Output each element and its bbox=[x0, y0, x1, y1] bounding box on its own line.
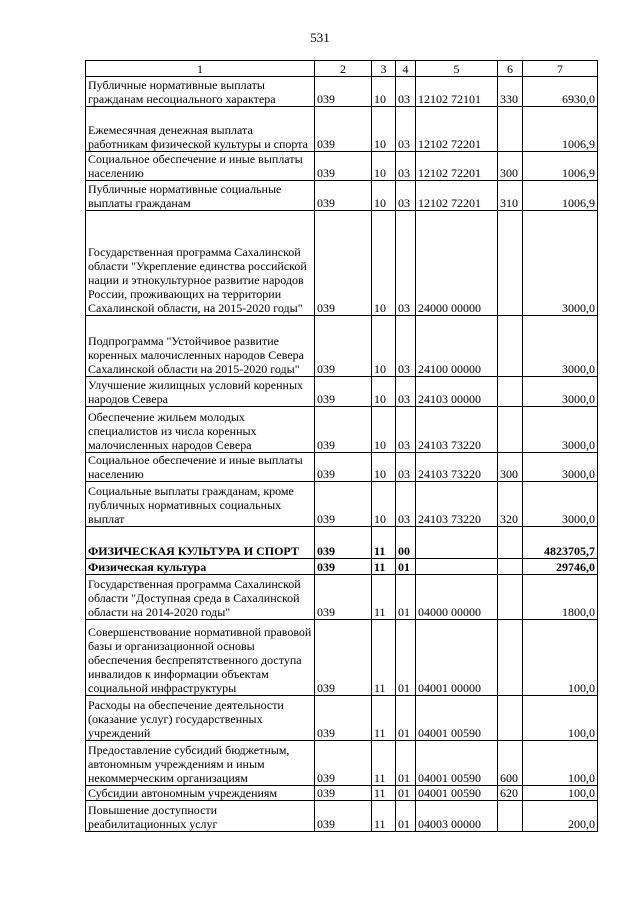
row-amount-cell: 200,0 bbox=[523, 801, 598, 832]
row-section-cell: 11 bbox=[372, 801, 396, 832]
row-expense-type-cell bbox=[498, 575, 523, 620]
row-ministry-cell: 039 bbox=[315, 77, 372, 107]
row-amount-cell: 3000,0 bbox=[523, 482, 598, 527]
row-subsection-cell: 03 bbox=[396, 77, 416, 107]
row-section-cell: 11 bbox=[372, 741, 396, 786]
row-ministry-cell: 039 bbox=[315, 527, 372, 559]
table-row bbox=[86, 801, 598, 832]
row-amount-cell: 1006,9 bbox=[523, 152, 598, 181]
row-section-cell: 10 bbox=[372, 211, 396, 316]
row-amount-cell: 1800,0 bbox=[523, 575, 598, 620]
row-expense-type-cell: 330 bbox=[498, 77, 523, 107]
row-subsection-cell: 03 bbox=[396, 377, 416, 407]
row-expense-type-cell bbox=[498, 801, 523, 832]
table-row bbox=[86, 152, 598, 181]
table-row bbox=[86, 211, 598, 316]
row-amount-cell: 3000,0 bbox=[523, 453, 598, 482]
row-ministry-cell: 039 bbox=[315, 316, 372, 377]
row-section-cell: 11 bbox=[372, 696, 396, 741]
row-section-cell: 11 bbox=[372, 575, 396, 620]
row-ministry-cell: 039 bbox=[315, 801, 372, 832]
row-subsection-cell: 03 bbox=[396, 482, 416, 527]
header-col-1: 1 bbox=[86, 61, 315, 77]
row-ministry-cell: 039 bbox=[315, 377, 372, 407]
table-row bbox=[86, 575, 598, 620]
row-name-cell: Социальное обеспечение и иные выплаты населению bbox=[86, 453, 315, 482]
row-section-cell: 10 bbox=[372, 181, 396, 211]
row-expense-type-cell bbox=[498, 377, 523, 407]
row-name-cell: Публичные нормативные выплаты гражданам несоциального характера bbox=[86, 77, 315, 107]
row-subsection-cell: 03 bbox=[396, 152, 416, 181]
row-expense-type-cell bbox=[498, 620, 523, 696]
row-expense-type-cell bbox=[498, 559, 523, 575]
row-expense-type-cell bbox=[498, 211, 523, 316]
row-target-article-cell: 04001 00590 bbox=[416, 786, 498, 801]
row-expense-type-cell bbox=[498, 407, 523, 453]
header-row bbox=[86, 61, 598, 77]
row-expense-type-cell: 300 bbox=[498, 152, 523, 181]
row-ministry-cell: 039 bbox=[315, 107, 372, 152]
table-row bbox=[86, 620, 598, 696]
row-section-cell: 10 bbox=[372, 107, 396, 152]
row-ministry-cell: 039 bbox=[315, 453, 372, 482]
row-expense-type-cell: 300 bbox=[498, 453, 523, 482]
row-ministry-cell: 039 bbox=[315, 559, 372, 575]
row-subsection-cell: 01 bbox=[396, 559, 416, 575]
row-amount-cell: 100,0 bbox=[523, 620, 598, 696]
row-section-cell: 11 bbox=[372, 527, 396, 559]
row-amount-cell: 3000,0 bbox=[523, 316, 598, 377]
row-expense-type-cell bbox=[498, 316, 523, 377]
row-section-cell: 10 bbox=[372, 453, 396, 482]
row-subsection-cell: 01 bbox=[396, 620, 416, 696]
row-subsection-cell: 03 bbox=[396, 407, 416, 453]
header-col-4: 4 bbox=[396, 61, 416, 77]
row-expense-type-cell: 320 bbox=[498, 482, 523, 527]
row-section-cell: 10 bbox=[372, 152, 396, 181]
row-ministry-cell: 039 bbox=[315, 482, 372, 527]
row-expense-type-cell: 600 bbox=[498, 741, 523, 786]
row-section-cell: 10 bbox=[372, 316, 396, 377]
row-name-cell: Ежемесячная денежная выплата работникам физической культуры и спорта bbox=[86, 107, 315, 152]
row-target-article-cell: 24000 00000 bbox=[416, 211, 498, 316]
row-name-cell: Расходы на обеспечение деятельности (оказание услуг) государственных учреждений bbox=[86, 696, 315, 741]
row-subsection-cell: 03 bbox=[396, 453, 416, 482]
row-name-cell: Субсидии автономным учреждениям bbox=[86, 786, 315, 801]
table-row bbox=[86, 696, 598, 741]
table-row bbox=[86, 181, 598, 211]
row-target-article-cell: 24103 00000 bbox=[416, 377, 498, 407]
row-ministry-cell: 039 bbox=[315, 181, 372, 211]
header-col-7: 7 bbox=[523, 61, 598, 77]
row-ministry-cell: 039 bbox=[315, 152, 372, 181]
row-name-cell: ФИЗИЧЕСКАЯ КУЛЬТУРА И СПОРТ bbox=[86, 527, 315, 559]
row-amount-cell: 100,0 bbox=[523, 786, 598, 801]
row-target-article-cell: 12102 72101 bbox=[416, 77, 498, 107]
row-subsection-cell: 03 bbox=[396, 107, 416, 152]
row-target-article-cell: 24103 73220 bbox=[416, 482, 498, 527]
row-subsection-cell: 03 bbox=[396, 181, 416, 211]
row-amount-cell: 4823705,7 bbox=[523, 527, 598, 559]
row-amount-cell: 3000,0 bbox=[523, 211, 598, 316]
row-section-cell: 10 bbox=[372, 77, 396, 107]
table-row bbox=[86, 527, 598, 559]
row-subsection-cell: 00 bbox=[396, 527, 416, 559]
row-ministry-cell: 039 bbox=[315, 786, 372, 801]
table-row bbox=[86, 741, 598, 786]
row-ministry-cell: 039 bbox=[315, 620, 372, 696]
row-amount-cell: 29746,0 bbox=[523, 559, 598, 575]
row-ministry-cell: 039 bbox=[315, 407, 372, 453]
row-target-article-cell: 12102 72201 bbox=[416, 107, 498, 152]
table-row bbox=[86, 786, 598, 801]
row-expense-type-cell: 620 bbox=[498, 786, 523, 801]
row-target-article-cell: 24103 73220 bbox=[416, 407, 498, 453]
row-expense-type-cell bbox=[498, 696, 523, 741]
row-section-cell: 11 bbox=[372, 620, 396, 696]
row-name-cell: Предоставление субсидий бюджетным, автономным учреждениям и иным некоммерческим организациям bbox=[86, 741, 315, 786]
table-row bbox=[86, 453, 598, 482]
row-amount-cell: 100,0 bbox=[523, 696, 598, 741]
header-col-3: 3 bbox=[372, 61, 396, 77]
row-target-article-cell: 04003 00000 bbox=[416, 801, 498, 832]
header-col-5: 5 bbox=[416, 61, 498, 77]
header-col-2: 2 bbox=[315, 61, 372, 77]
row-name-cell: Социальное обеспечение и иные выплаты населению bbox=[86, 152, 315, 181]
row-name-cell: Совершенствование нормативной правовой базы и организационной основы обеспечения беспрепятственного доступа инвалидов к информации объектам социальной инфраструктуры bbox=[86, 620, 315, 696]
row-name-cell: Обеспечение жильем молодых специалистов из числа коренных малочисленных народов Севера bbox=[86, 407, 315, 453]
row-amount-cell: 6930,0 bbox=[523, 77, 598, 107]
row-target-article-cell: 04001 00590 bbox=[416, 696, 498, 741]
table-row bbox=[86, 407, 598, 453]
row-name-cell: Повышение доступности реабилитационных услуг bbox=[86, 801, 315, 832]
row-ministry-cell: 039 bbox=[315, 741, 372, 786]
row-amount-cell: 3000,0 bbox=[523, 407, 598, 453]
header-col-6: 6 bbox=[498, 61, 523, 77]
row-target-article-cell bbox=[416, 559, 498, 575]
row-amount-cell: 1006,9 bbox=[523, 181, 598, 211]
row-ministry-cell: 039 bbox=[315, 696, 372, 741]
row-target-article-cell: 12102 72201 bbox=[416, 152, 498, 181]
row-section-cell: 11 bbox=[372, 559, 396, 575]
table-row bbox=[86, 482, 598, 527]
row-target-article-cell: 12102 72201 bbox=[416, 181, 498, 211]
row-name-cell: Улучшение жилищных условий коренных народов Севера bbox=[86, 377, 315, 407]
row-ministry-cell: 039 bbox=[315, 211, 372, 316]
row-amount-cell: 3000,0 bbox=[523, 377, 598, 407]
row-section-cell: 10 bbox=[372, 407, 396, 453]
row-target-article-cell: 04001 00000 bbox=[416, 620, 498, 696]
row-target-article-cell: 24103 73220 bbox=[416, 453, 498, 482]
row-section-cell: 11 bbox=[372, 786, 396, 801]
row-subsection-cell: 01 bbox=[396, 786, 416, 801]
row-subsection-cell: 01 bbox=[396, 801, 416, 832]
row-section-cell: 10 bbox=[372, 482, 396, 527]
table-row bbox=[86, 77, 598, 107]
row-amount-cell: 1006,9 bbox=[523, 107, 598, 152]
row-name-cell: Физическая культура bbox=[86, 559, 315, 575]
row-subsection-cell: 03 bbox=[396, 211, 416, 316]
row-section-cell: 10 bbox=[372, 377, 396, 407]
row-subsection-cell: 01 bbox=[396, 696, 416, 741]
budget-table bbox=[85, 60, 598, 832]
row-target-article-cell: 04001 00590 bbox=[416, 741, 498, 786]
row-expense-type-cell bbox=[498, 527, 523, 559]
row-name-cell: Подпрограмма "Устойчивое развитие коренных малочисленных народов Севера Сахалинской области на 2015-2020 годы" bbox=[86, 316, 315, 377]
row-subsection-cell: 01 bbox=[396, 575, 416, 620]
table-row bbox=[86, 377, 598, 407]
row-ministry-cell: 039 bbox=[315, 575, 372, 620]
row-name-cell: Социальные выплаты гражданам, кроме публичных нормативных социальных выплат bbox=[86, 482, 315, 527]
row-subsection-cell: 01 bbox=[396, 741, 416, 786]
row-subsection-cell: 03 bbox=[396, 316, 416, 377]
row-target-article-cell bbox=[416, 527, 498, 559]
row-target-article-cell: 24100 00000 bbox=[416, 316, 498, 377]
row-name-cell: Государственная программа Сахалинской области "Доступная среда в Сахалинской области на 2014-2020 годы" bbox=[86, 575, 315, 620]
row-target-article-cell: 04000 00000 bbox=[416, 575, 498, 620]
row-expense-type-cell: 310 bbox=[498, 181, 523, 211]
table-row bbox=[86, 559, 598, 575]
row-amount-cell: 100,0 bbox=[523, 741, 598, 786]
row-name-cell: Публичные нормативные социальные выплаты гражданам bbox=[86, 181, 315, 211]
table-row bbox=[86, 107, 598, 152]
page-number: 531 bbox=[310, 30, 330, 45]
row-expense-type-cell bbox=[498, 107, 523, 152]
row-name-cell: Государственная программа Сахалинской области "Укрепление единства российской нации и этнокультурное развитие народов России, проживающих на территории Сахалинской области, на 2015-2020 годы" bbox=[86, 211, 315, 316]
table-row bbox=[86, 316, 598, 377]
